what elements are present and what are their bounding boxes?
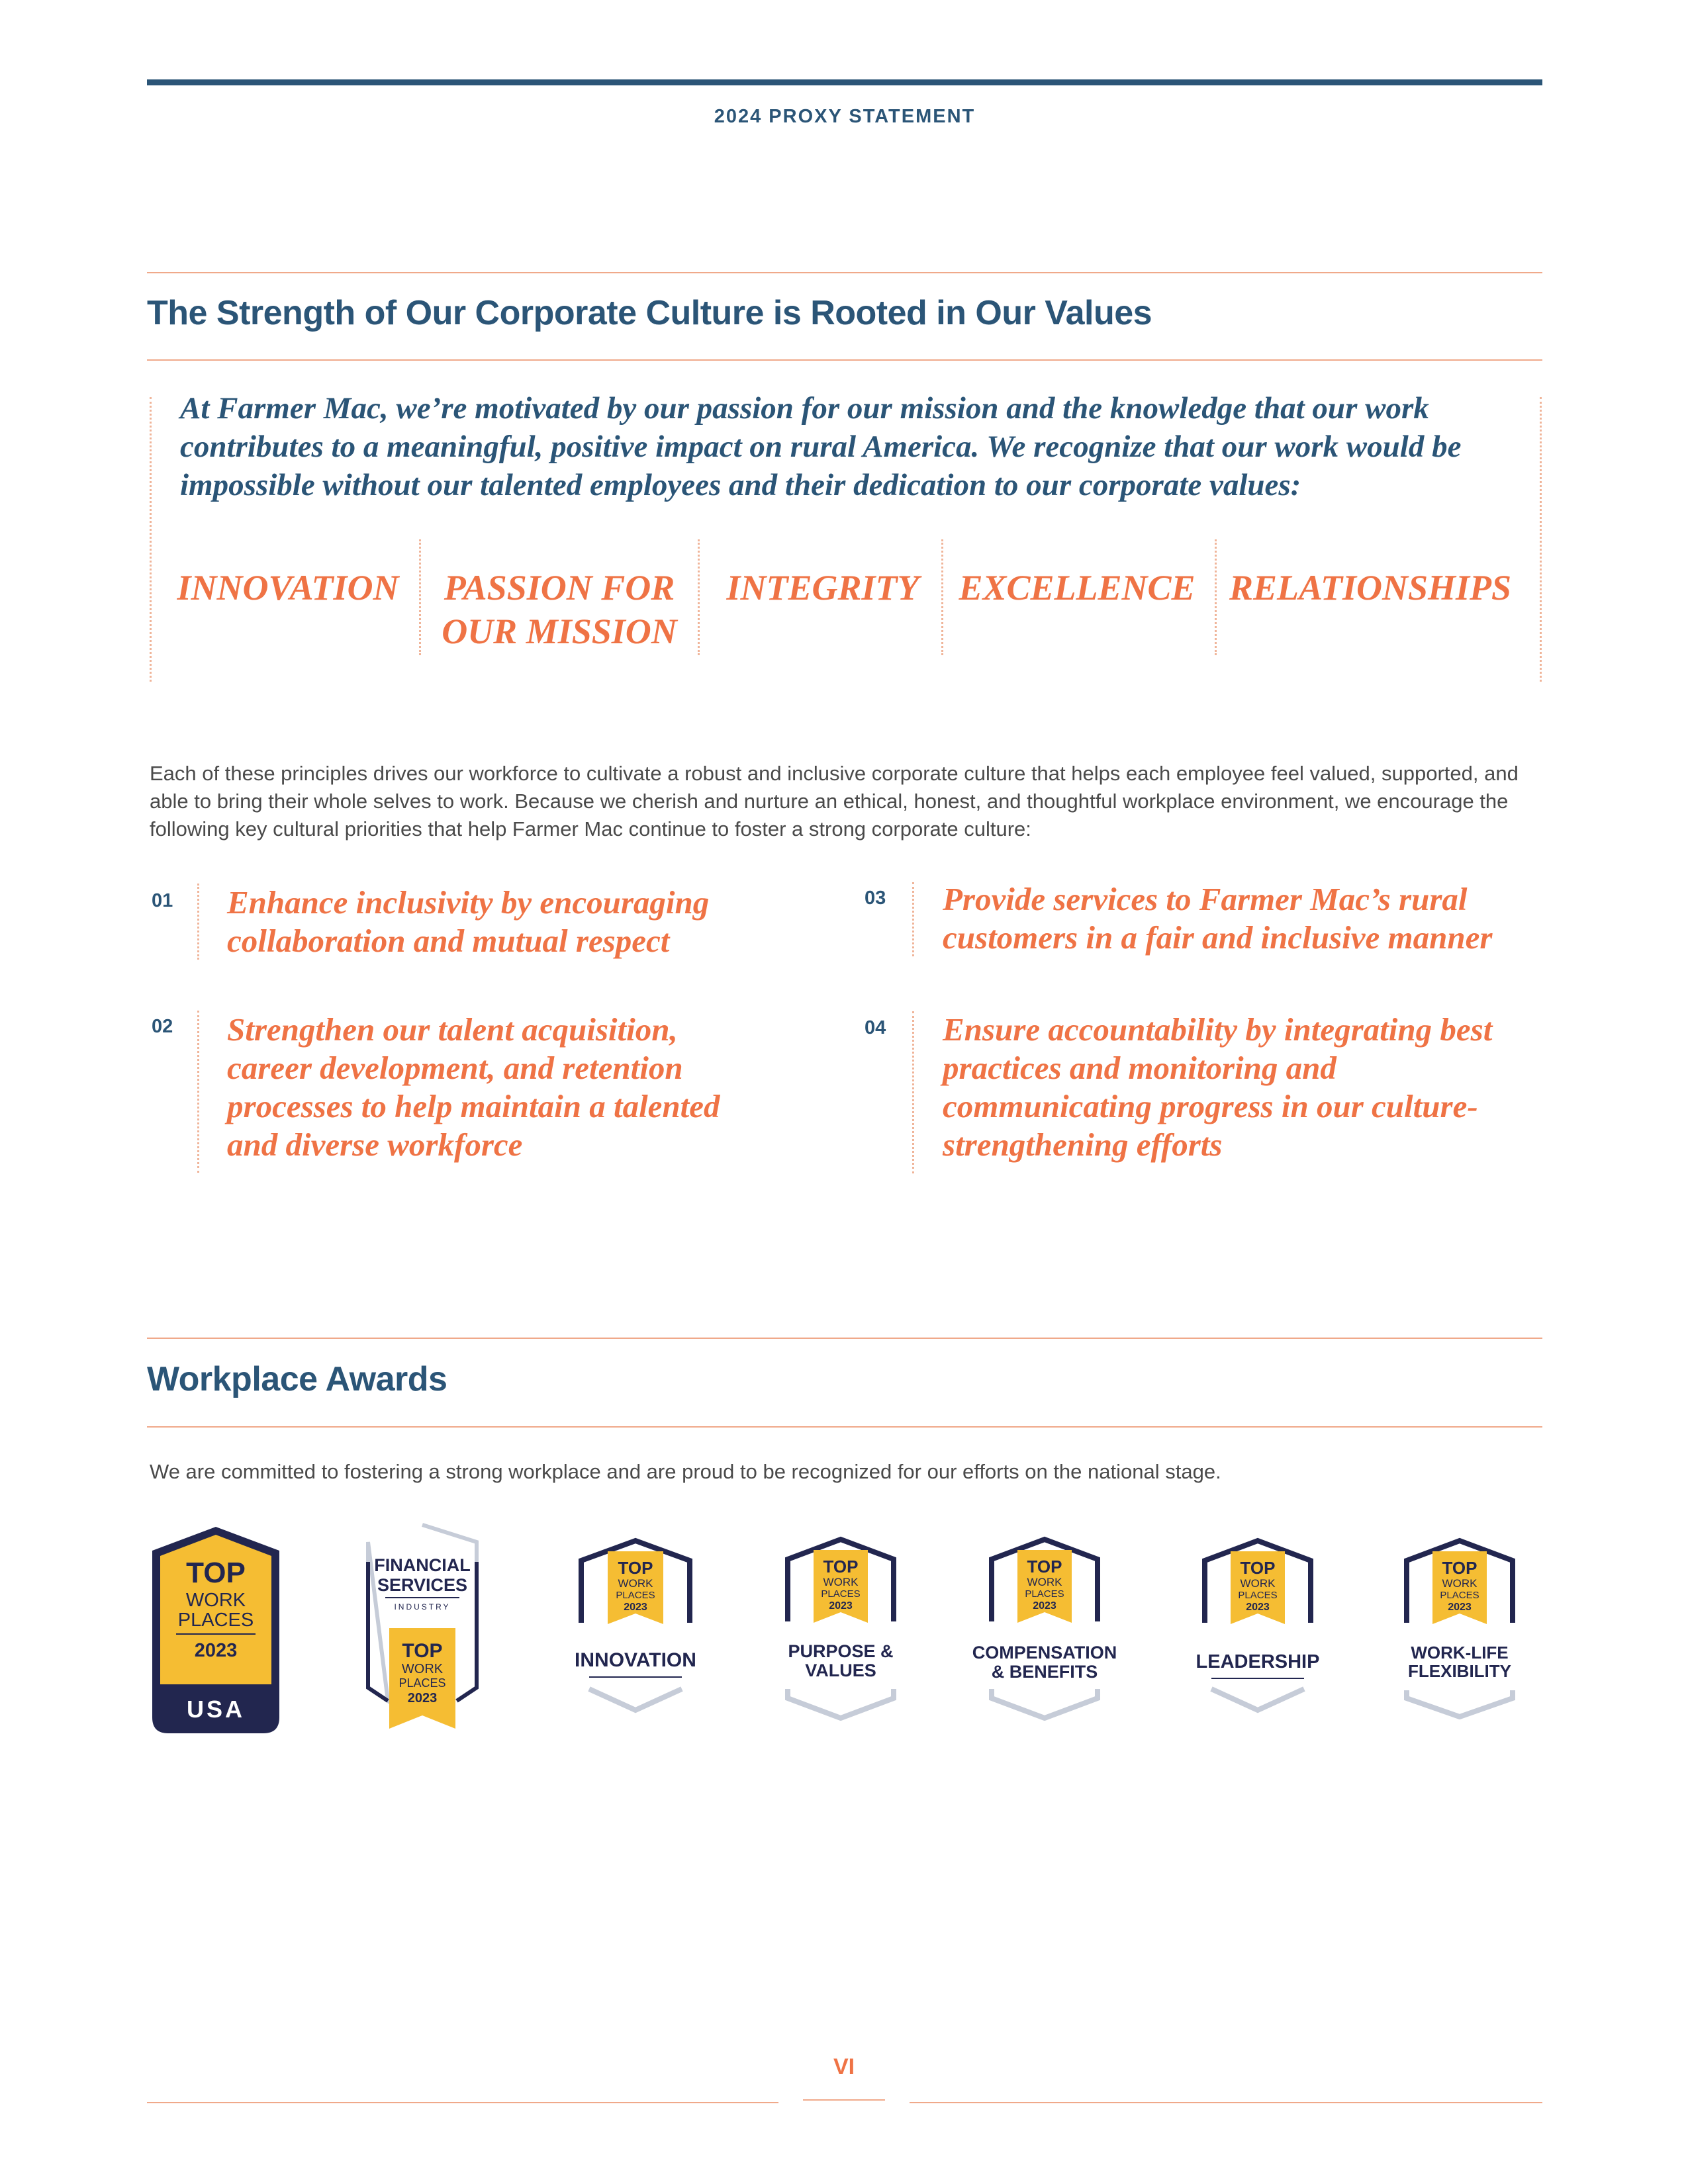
badge-top: TOP [823,1557,859,1576]
badge-top: TOP [1240,1558,1276,1578]
badge-places: PLACES [616,1590,655,1601]
priority-text: Ensure accountability by integrating best practices and monitoring and communicating progress in our culture-strengthening efforts [943,1011,1493,1163]
priority-text: Enhance inclusivity by encouraging collaboration and mutual respect [227,884,710,959]
priority-number: 04 [865,1017,886,1038]
badge-category: LEADERSHIP [1196,1651,1320,1672]
value-divider [419,539,421,655]
badge-category-line2: VALUES [805,1661,876,1680]
badge-year: 2023 [829,1600,853,1612]
value-divider [941,539,943,655]
badge-category-line1: PURPOSE & [788,1641,894,1661]
badge-category-line2: & BENEFITS [991,1662,1098,1682]
badge-work: WORK [401,1662,444,1676]
value-integrity: INTEGRITY [726,568,919,608]
badge-year: 2023 [1448,1602,1472,1613]
purpose-values-badge [770,1535,912,1721]
badge-year: 2023 [624,1602,647,1613]
badge-places: PLACES [177,1610,254,1631]
awards-rule-top [147,1338,1542,1339]
badge-year: 2023 [1033,1600,1056,1612]
footer-rule-center [803,2099,885,2101]
badge-fs-line2: SERVICES [377,1575,468,1595]
innovation-badge [563,1537,708,1715]
priority-divider [912,882,914,956]
badge-work: WORK [1442,1577,1477,1590]
financial-services-badge [363,1522,482,1734]
culture-body: Each of these principles drives our workforce to cultivate a robust and inclusive corporate culture that helps each employee feel valued, supported, and able to bring their whole selves to work. Because we cherish and nurture an ethical, honest, and thoughtful workplace environment, we encourage the following key cultural priorities that help Farmer Mac continue to foster a strong corporate culture: [150,762,1519,841]
badge-top: TOP [1442,1558,1477,1578]
value-divider [698,539,700,655]
badge-category-line1: COMPENSATION [972,1643,1117,1662]
section-rule-top [147,272,1542,273]
value-innovation: INNOVATION [177,568,399,608]
badge-top: TOP [186,1557,246,1589]
awards-intro: We are committed to fostering a strong workplace and are proud to be recognized for our efforts on the national stage. [150,1460,1221,1483]
footer-rule-right [910,2102,1542,2103]
badge-places: PLACES [399,1676,446,1690]
priority-text: Provide services to Farmer Mac’s rural customers in a fair and inclusive manner [943,881,1493,956]
awards-rule-bottom [147,1426,1542,1428]
badge-year: 2023 [1246,1602,1270,1613]
badge-category-line1: WORK-LIFE [1411,1643,1509,1662]
awards-section-title: Workplace Awards [147,1360,447,1398]
badge-fs-line1: FINANCIAL [374,1555,471,1575]
badge-category: INNOVATION [575,1649,696,1671]
values-box-left-border [150,397,152,682]
priority-divider [197,1011,199,1173]
value-divider [1215,539,1217,655]
badge-top: TOP [402,1640,443,1662]
badge-work: WORK [1027,1576,1062,1588]
badge-year: 2023 [407,1691,438,1706]
priority-divider [912,1011,914,1173]
value-relationships: RELATIONSHIPS [1229,568,1512,608]
top-workplaces-usa-badge [151,1525,281,1735]
priority-number: 02 [152,1016,173,1037]
badge-work: WORK [618,1577,653,1590]
value-passion: PASSION FOR OUR MISSION [442,568,677,651]
value-excellence: EXCELLENCE [959,568,1196,608]
work-life-flexibility-badge [1397,1537,1523,1719]
culture-section-title: The Strength of Our Corporate Culture is Rooted in Our Values [147,294,1152,332]
priority-number: 01 [152,890,173,911]
badge-work: WORK [1240,1577,1276,1590]
header-rule [147,79,1542,85]
badge-category-line2: FLEXIBILITY [1408,1661,1511,1681]
priority-text: Strengthen our talent acquisition, career development, and retention processes to help maintain a talented and diverse workforce [227,1011,720,1163]
badge-work: WORK [823,1576,859,1588]
badge-places: PLACES [1238,1590,1278,1601]
badge-places: PLACES [821,1588,861,1600]
leadership-badge [1192,1537,1324,1715]
badge-work: WORK [185,1590,246,1611]
badge-places: PLACES [1440,1590,1479,1601]
footer-rule-left [147,2102,778,2103]
badge-top: TOP [618,1558,653,1578]
values-box-right-border [1540,397,1542,682]
badge-places: PLACES [1025,1588,1064,1600]
badge-top: TOP [1027,1557,1062,1576]
priority-divider [197,884,199,960]
page-number: VI [833,2054,855,2079]
badge-year: 2023 [194,1640,238,1661]
compensation-benefits-badge [959,1535,1131,1721]
badge-fs-industry: INDUSTRY [394,1602,451,1612]
running-title: 2024 PROXY STATEMENT [714,106,976,127]
section-rule-bottom [147,359,1542,361]
priority-number: 03 [865,887,886,909]
badge-usa: USA [186,1696,246,1723]
culture-quote: At Farmer Mac, we’re motivated by our passion for our mission and the knowledge that our work contributes to a meaningful, positive impact on rural America. We recognize that our work would be impossible without our talented employees and their dedication to our corporate values: [180,391,1462,502]
